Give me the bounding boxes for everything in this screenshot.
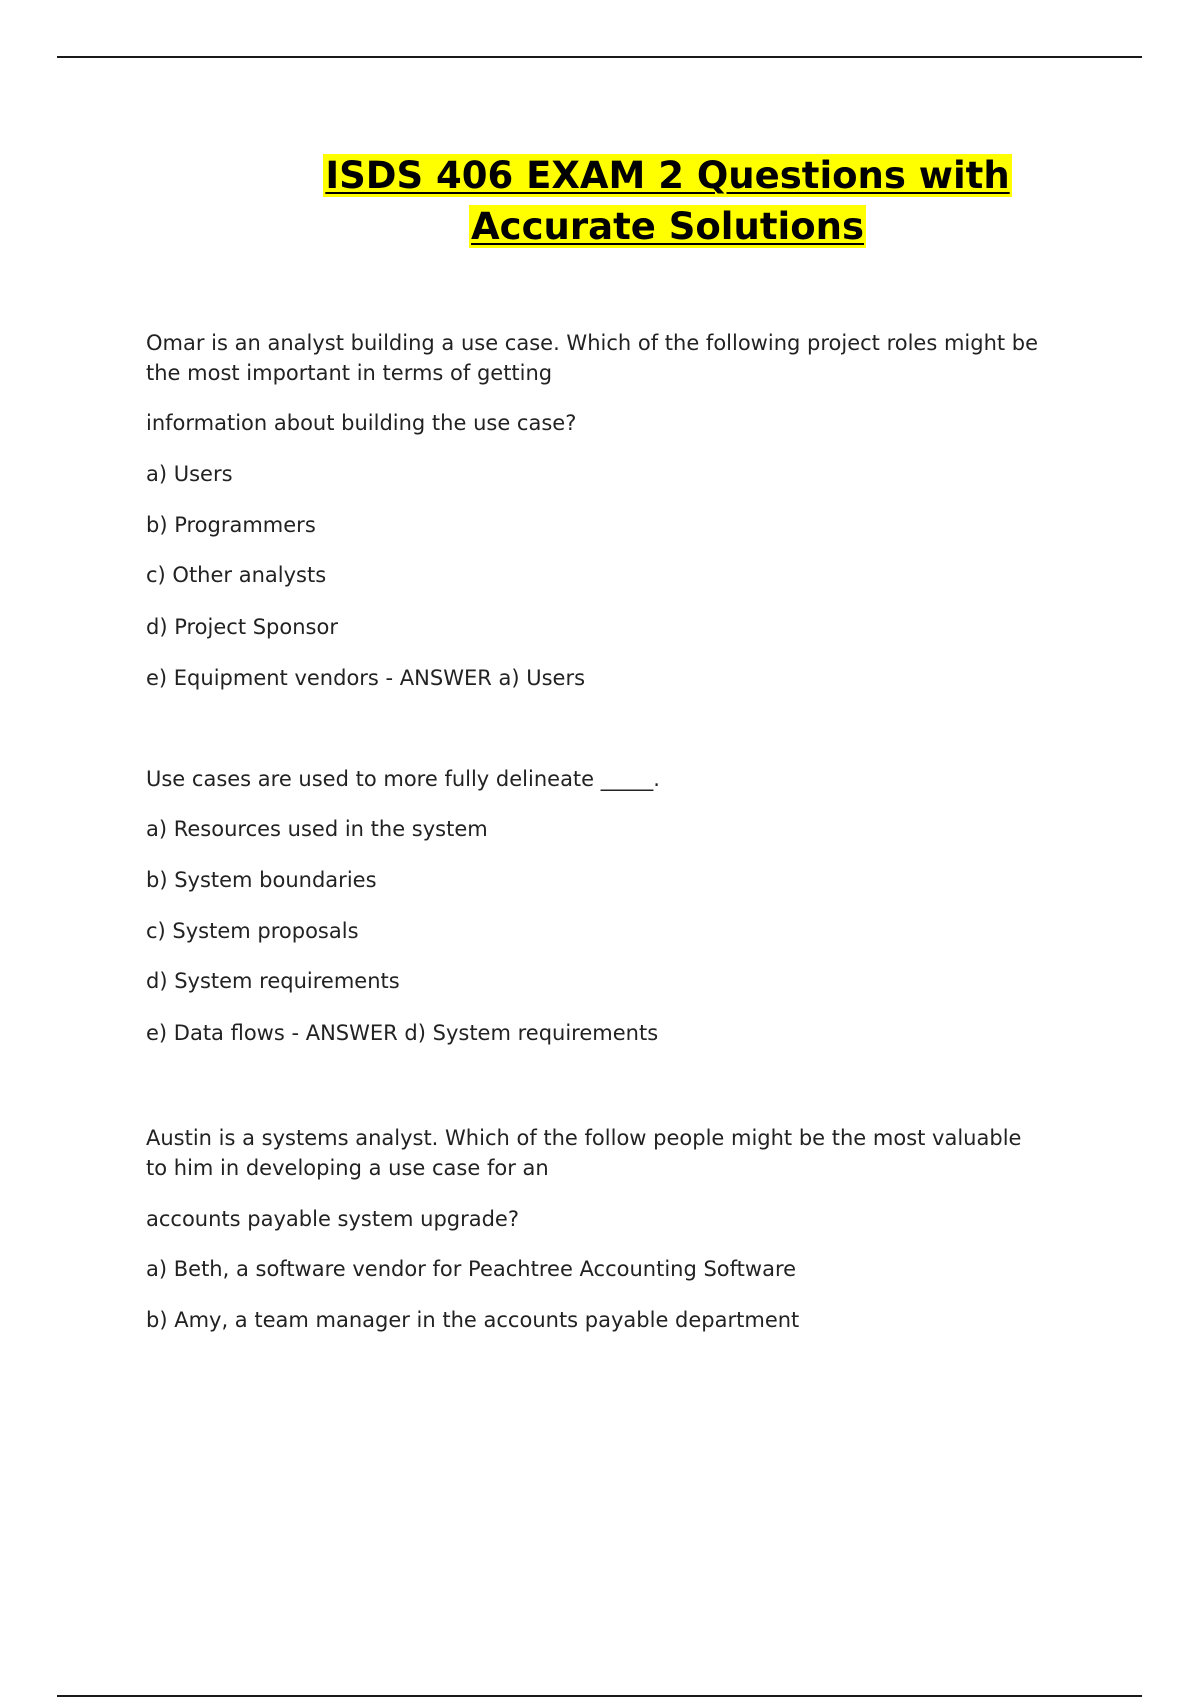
header-rule (57, 56, 1142, 58)
page-title (0, 150, 1200, 252)
question-1-stem-line-1: Omar is an analyst building a use case. Which of the following project roles might be (146, 331, 1039, 355)
footer-rule (57, 1695, 1142, 1697)
question-1-option-b: b) Programmers (146, 513, 316, 537)
title-line-2: Accurate Solutions (471, 205, 864, 248)
title-line-1: ISDS 406 EXAM 2 Questions with (325, 154, 1010, 197)
question-2-option-e-answer: e) Data flows - ANSWER d) System requirements (146, 1021, 659, 1045)
question-3-option-b: b) Amy, a team manager in the accounts payable department (146, 1308, 800, 1332)
question-1-option-e-answer: e) Equipment vendors - ANSWER a) Users (146, 666, 586, 690)
question-2-option-a: a) Resources used in the system (146, 817, 488, 841)
question-2-option-d: d) System requirements (146, 969, 400, 993)
question-1-option-a: a) Users (146, 462, 233, 486)
question-3-stem-line-1: Austin is a systems analyst. Which of the follow people might be the most valuable (146, 1126, 1022, 1150)
question-1-option-d: d) Project Sponsor (146, 615, 338, 639)
question-1-stem-line-3: information about building the use case? (146, 411, 577, 435)
question-1-stem-line-2: the most important in terms of getting (146, 361, 553, 385)
question-3-option-a: a) Beth, a software vendor for Peachtree Accounting Software (146, 1257, 797, 1281)
question-2-option-c: c) System proposals (146, 919, 359, 943)
question-2-option-b: b) System boundaries (146, 868, 377, 892)
question-1-option-c: c) Other analysts (146, 563, 327, 587)
question-3-stem-line-3: accounts payable system upgrade? (146, 1207, 519, 1231)
question-2-stem-line-1: Use cases are used to more fully delineate _____. (146, 767, 660, 791)
question-3-stem-line-2: to him in developing a use case for an (146, 1156, 549, 1180)
